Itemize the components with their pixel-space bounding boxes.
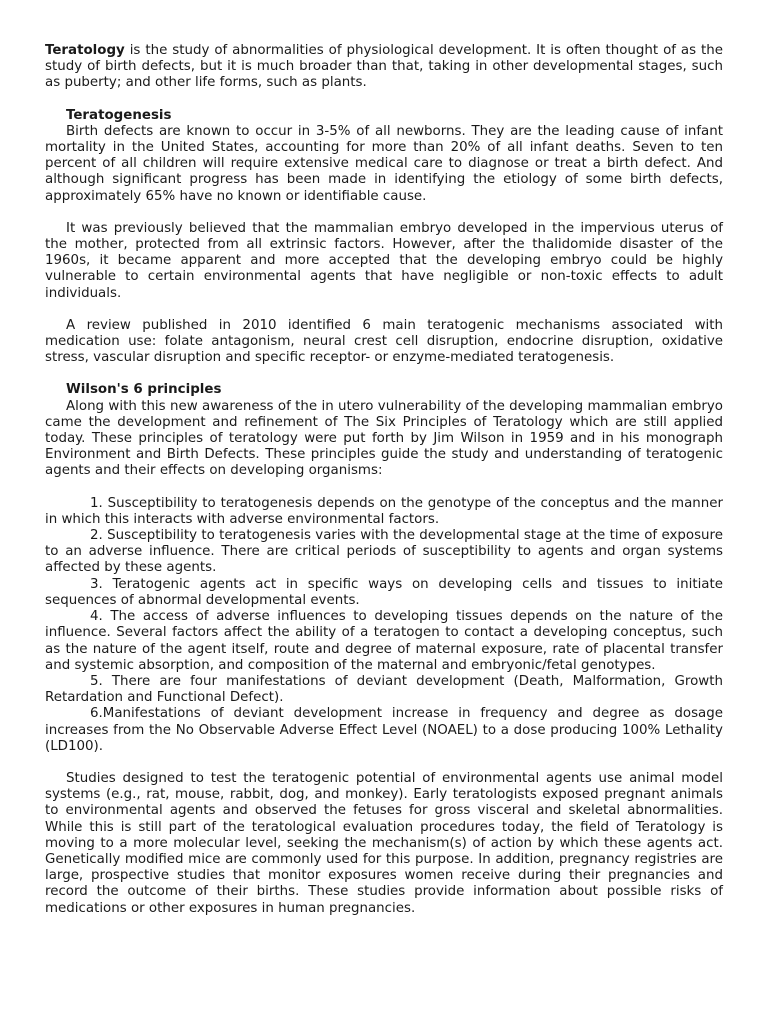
principle-item: 6.Manifestations of deviant development increase in frequency and degree as dosage increases from the No Observable Adverse Effect Level (NOAEL) to a dose producing 100% Lethality (LD100). — [45, 706, 723, 754]
heading-wilsons-principles: Wilson's 6 principles — [66, 382, 222, 398]
intro-paragraph — [45, 43, 723, 92]
paragraph-embryo-vulnerability: It was previously believed that the mammalian embryo developed in the impervious uterus of the mother, protected from all extrinsic factors. However, after the thalidomide disaster of the 1960s, it became apparent and more accepted that the developing embryo could be highly vulnerable to certain environmental agents that have negligible or non-toxic effects to adult individuals. — [45, 220, 723, 301]
intro-term: Teratology — [45, 43, 125, 58]
paragraph-animal-studies: Studies designed to test the teratogenic potential of environmental agents use animal model systems (e.g., rat, mouse, rabbit, dog, and monkey). Early teratologists exposed pregnant animals to environmental agents and observed the fetuses for gross visceral and skeletal abnormalities. While this is still part of the teratological evaluation procedures today, the field of Teratology is moving to a more molecular level, seeking the mechanism(s) of action by which these agents act. Genetically modified mice are commonly used for this purpose. In addition, pregnancy registries are large, prospective studies that monitor exposures women receive during their pregnancies and record the outcome of their births. These studies provide information about possible risks of medications or other exposures in human pregnancies. — [45, 770, 723, 916]
intro-text: is the study of abnormalities of physiological development. It is often thought of as the study of birth defects, but it is much broader than that, taking in other developmental stages, such as puberty; and other life forms, such as plants. — [45, 43, 723, 91]
principle-item: 1. Susceptibility to teratogenesis depends on the genotype of the conceptus and the manner in which this interacts with adverse environmental factors. — [45, 495, 723, 527]
heading-teratogenesis: Teratogenesis — [66, 107, 172, 123]
principle-item: 4. The access of adverse influences to developing tissues depends on the nature of the influence. Several factors affect the ability of a teratogen to contact a developing conceptus, such as the nature of the agent itself, route and degree of maternal exposure, rate of placental transfer and systemic absorption, and composition of the maternal and embryonic/fetal genotypes. — [45, 609, 723, 673]
principle-item: 5. There are four manifestations of deviant development (Death, Malformation, Growth Retardation and Functional Defect). — [45, 673, 723, 706]
paragraph-mechanisms-review: A review published in 2010 identified 6 main teratogenic mechanisms associated with medication use: folate antagonism, neural crest cell disruption, endocrine disruption, oxidative stress, vascular disruption and specific receptor- or enzyme-mediated teratogenesis. — [45, 317, 723, 366]
principle-item: 3. Teratogenic agents act in specific ways on developing cells and tissues to initiate sequences of abnormal developmental events. — [45, 576, 723, 608]
paragraph-principles-intro: Along with this new awareness of the in utero vulnerability of the developing mammalian embryo came the development and refinement of The Six Principles of Teratology which are still applied today. These principles of teratology were put forth by Jim Wilson in 1959 and in his monograph Environment and Birth Defects. These principles guide the study and understanding of teratogenic agents and their effects on developing organisms: — [45, 398, 723, 479]
paragraph-birth-defects: Birth defects are known to occur in 3-5% of all newborns. They are the leading cause of infant mortality in the United States, accounting for more than 20% of all infant deaths. Seven to ten percent of all children will require extensive medical care to diagnose or treat a birth defect. And although significant progress has been made in identifying the etiology of some birth defects, approximately 65% have no known or identifiable cause. — [45, 123, 723, 204]
principle-item: 2. Susceptibility to teratogenesis varies with the developmental stage at the time of exposure to an adverse influence. There are critical periods of susceptibility to agents and organ systems affected by these agents. — [45, 528, 723, 576]
